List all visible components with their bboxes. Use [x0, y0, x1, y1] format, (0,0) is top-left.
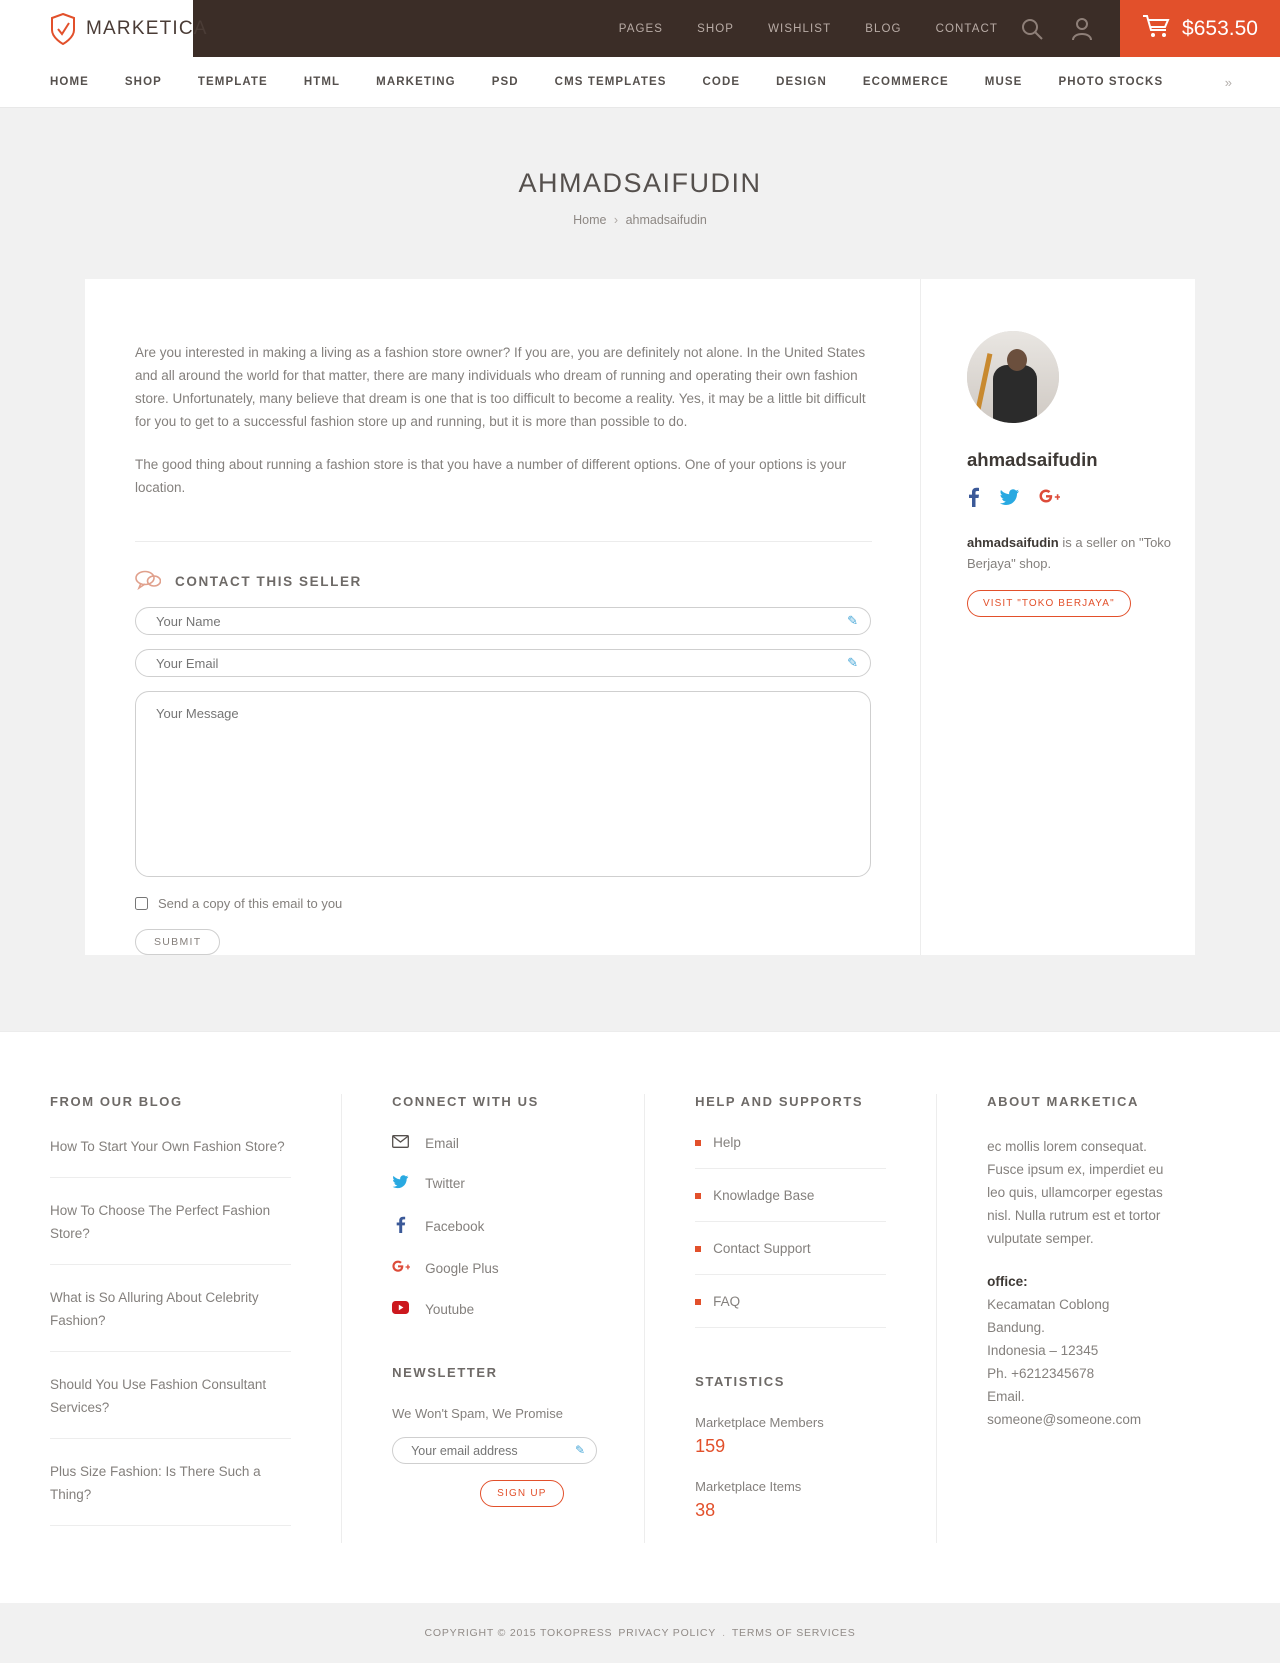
breadcrumb-home[interactable]: Home	[573, 213, 607, 227]
list-item[interactable]: How To Start Your Own Fashion Store?	[50, 1135, 291, 1178]
chevron-double-down-icon[interactable]: »	[1224, 74, 1232, 90]
list-item-label: Twitter	[425, 1176, 465, 1191]
youtube-icon	[392, 1301, 409, 1317]
google-plus-icon	[392, 1260, 409, 1277]
list-item[interactable]	[392, 1260, 594, 1277]
top-nav-item-wishlist[interactable]: WISHLIST	[768, 22, 832, 35]
chat-bubbles-icon	[135, 570, 161, 593]
content-main	[85, 279, 920, 955]
privacy-policy-link[interactable]: PRIVACY POLICY	[618, 1627, 717, 1639]
top-nav-item-shop[interactable]: SHOP	[697, 22, 735, 35]
footer	[0, 1031, 1280, 1603]
about-line-5: Email. someone@someone.com	[987, 1389, 1142, 1427]
separator-dot: .	[722, 1627, 726, 1639]
list-item-label: Google Plus	[425, 1261, 499, 1276]
list-item[interactable]	[392, 1135, 594, 1151]
top-icons	[1020, 0, 1120, 57]
nav-item-ecommerce[interactable]: ECOMMERCE	[862, 76, 949, 88]
pencil-icon: ✎	[847, 613, 858, 628]
breadcrumb	[0, 213, 1280, 227]
search-icon[interactable]	[1020, 17, 1044, 41]
about-line-1: Kecamatan Coblong	[987, 1297, 1110, 1312]
nav-item-shop[interactable]: SHOP	[124, 76, 162, 88]
list-item-label: Help	[713, 1135, 741, 1150]
message-input[interactable]	[135, 691, 871, 877]
signup-button[interactable]: SIGN UP	[480, 1480, 564, 1507]
page-header	[0, 108, 1280, 279]
name-input[interactable]	[135, 607, 871, 635]
send-copy-row	[135, 896, 872, 911]
list-item-label: Contact Support	[713, 1241, 811, 1256]
twitter-icon[interactable]	[1000, 489, 1019, 509]
list-item-label: Facebook	[425, 1218, 485, 1234]
list-item-label: Youtube	[425, 1301, 475, 1317]
nav-item-psd[interactable]: PSD	[491, 76, 519, 88]
avatar	[967, 331, 1059, 423]
twitter-icon	[392, 1175, 409, 1192]
newsletter-subtitle: We Won't Spam, We Promise	[392, 1406, 563, 1421]
stat-label: Marketplace Members	[695, 1415, 824, 1430]
seller-description-rest: is a seller on "Toko Berjaya" shop.	[967, 535, 1172, 571]
send-copy-checkbox[interactable]	[135, 897, 148, 910]
intro-paragraph-1: Are you interested in making a living as a fashion store owner? If you are, you are definitely not alone. In the United States and all around the world for that matter, there are many individuals who dream of running and operating their own fashion store. Unfortunately, many believe that dream is one that is too difficult to become a reality. Yes, it may be a little bit difficult for you to get to a successful fashion store up and running, but it is more than possible to do.	[135, 345, 866, 429]
seller-description-name: ahmadsaifudin	[967, 535, 1059, 550]
top-nav-item-pages[interactable]: PAGES	[618, 22, 664, 35]
seller-name: ahmadsaifudin	[967, 449, 1098, 470]
pencil-icon: ✎	[847, 655, 858, 670]
google-plus-icon[interactable]	[1039, 489, 1060, 508]
nav-item-template[interactable]: TEMPLATE	[197, 76, 268, 88]
terms-of-services-link[interactable]: TERMS OF SERVICES	[731, 1627, 856, 1639]
about-office-label: office:	[987, 1274, 1028, 1289]
square-bullet-icon	[695, 1299, 701, 1305]
list-item-label: FAQ	[713, 1294, 741, 1309]
content-card	[85, 279, 1195, 955]
name-field-wrap	[135, 607, 872, 635]
list-item[interactable]	[695, 1135, 886, 1169]
about-line-3: Indonesia – 12345	[987, 1343, 1099, 1358]
nav-item-marketing[interactable]: MARKETING	[376, 76, 456, 88]
breadcrumb-separator: ›	[613, 213, 619, 227]
nav-item-cms-templates[interactable]: CMS TEMPLATES	[554, 76, 667, 88]
stat-label: Marketplace Items	[695, 1479, 802, 1494]
footer-statistics-title: STATISTICS	[695, 1374, 786, 1389]
square-bullet-icon	[695, 1246, 701, 1252]
list-item-label: Knowladge Base	[713, 1188, 815, 1203]
list-item[interactable]	[695, 1241, 886, 1275]
newsletter-email-input[interactable]	[392, 1437, 597, 1464]
footer-help-column	[644, 1094, 936, 1543]
breadcrumb-current: ahmadsaifudin	[625, 213, 707, 227]
footer-blog-column	[50, 1094, 341, 1543]
contact-seller-title: CONTACT THIS SELLER	[175, 574, 362, 589]
about-office	[987, 1270, 1180, 1431]
logo[interactable]	[0, 0, 208, 57]
list-item[interactable]	[392, 1216, 594, 1236]
about-line-4: Ph. +6212345678	[987, 1366, 1095, 1381]
envelope-icon	[392, 1135, 409, 1151]
top-nav	[193, 0, 1020, 57]
footer-newsletter-title: NEWSLETTER	[392, 1365, 498, 1380]
nav-item-html[interactable]: HTML	[303, 76, 341, 88]
cart-total: $653.50	[1182, 16, 1258, 40]
nav-item-muse[interactable]: MUSE	[984, 76, 1023, 88]
list-item[interactable]	[695, 1188, 886, 1222]
top-nav-item-contact[interactable]: CONTACT	[935, 22, 998, 35]
top-bar	[0, 0, 1280, 57]
footer-about-title: ABOUT MARKETICA	[987, 1094, 1139, 1109]
footer-bottom-bar	[0, 1603, 1280, 1663]
square-bullet-icon	[695, 1140, 701, 1146]
about-text: ec mollis lorem consequat. Fusce ipsum ex, imperdiet eu leo quis, ullamcorper egestas nisl. Nulla rutrum est et tortor vulputate semper.	[987, 1139, 1164, 1246]
footer-blog-title: FROM OUR BLOG	[50, 1094, 183, 1109]
pencil-icon: ✎	[575, 1443, 586, 1457]
facebook-icon[interactable]	[967, 487, 980, 510]
copyright-text: COPYRIGHT © 2015 TOKOPRESS	[424, 1627, 613, 1639]
submit-button[interactable]: SUBMIT	[135, 929, 220, 955]
seller-social	[967, 487, 1195, 510]
square-bullet-icon	[695, 1193, 701, 1199]
footer-help-title: HELP AND SUPPORTS	[695, 1094, 864, 1109]
list-item[interactable]: Plus Size Fashion: Is There Such a Thing?	[50, 1460, 291, 1526]
email-input[interactable]	[135, 649, 871, 677]
footer-about-column	[936, 1094, 1230, 1543]
seller-description	[967, 532, 1195, 574]
intro-paragraph-2: The good thing about running a fashion store is that you have a number of different options. One of your options is your location.	[135, 457, 847, 495]
cart-button[interactable]	[1120, 0, 1280, 57]
main-nav	[0, 57, 1280, 108]
list-item[interactable]: Should You Use Fashion Consultant Services?	[50, 1373, 291, 1439]
user-icon[interactable]	[1070, 16, 1094, 41]
nav-item-photo-stocks[interactable]: PHOTO STOCKS	[1058, 76, 1164, 88]
visit-shop-button[interactable]: VISIT "TOKO BERJAYA"	[967, 590, 1131, 617]
nav-item-code[interactable]: CODE	[702, 76, 741, 88]
cart-icon	[1142, 14, 1170, 44]
stat-value: 159	[695, 1436, 726, 1456]
nav-item-design[interactable]: DESIGN	[776, 76, 827, 88]
footer-connect-column	[341, 1094, 644, 1543]
logo-text: MARKETICA	[86, 17, 208, 39]
list-item-label: Email	[425, 1135, 459, 1151]
footer-connect-title: CONNECT WITH US	[392, 1094, 539, 1109]
list-item[interactable]	[392, 1301, 594, 1317]
intro-text	[135, 341, 872, 499]
newsletter-field-wrap	[392, 1437, 597, 1464]
shield-check-icon	[50, 13, 76, 45]
seller-sidebar	[920, 279, 1195, 955]
list-item[interactable]: How To Choose The Perfect Fashion Store?	[50, 1199, 291, 1265]
list-item[interactable]	[695, 1294, 886, 1328]
contact-seller-heading	[135, 541, 872, 593]
page-title: AHMADSAIFUDIN	[518, 168, 762, 198]
message-field-wrap	[135, 691, 872, 880]
email-field-wrap	[135, 649, 872, 677]
facebook-icon	[392, 1216, 409, 1236]
list-item[interactable]: What is So Alluring About Celebrity Fashion?	[50, 1286, 291, 1352]
send-copy-label: Send a copy of this email to you	[158, 896, 343, 911]
nav-item-home[interactable]: HOME	[50, 76, 89, 88]
stat-value: 38	[695, 1500, 716, 1520]
list-item[interactable]	[392, 1175, 594, 1192]
top-nav-item-blog[interactable]: BLOG	[865, 22, 902, 35]
about-line-2: Bandung.	[987, 1320, 1045, 1335]
